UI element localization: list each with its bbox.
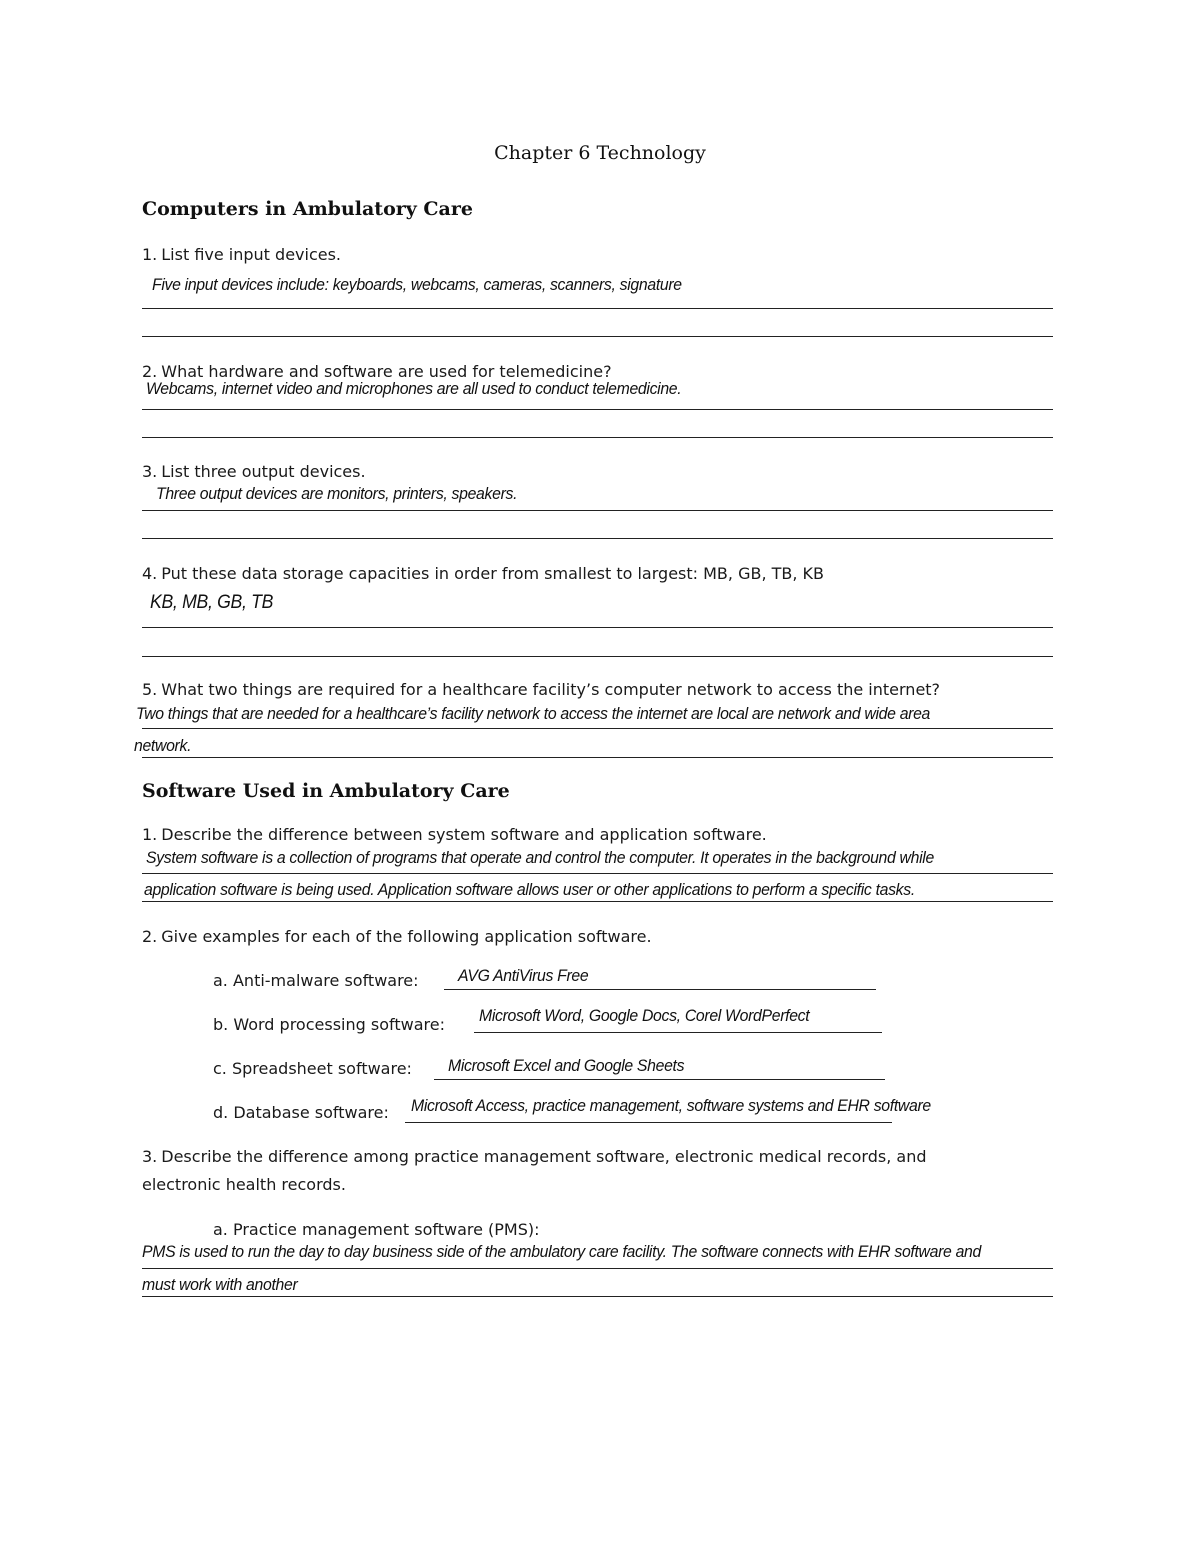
answer-line bbox=[142, 901, 1053, 902]
question-text: Describe the difference among practice management software, electronic medical records, and bbox=[161, 1147, 927, 1166]
answer-software-line-2[interactable]: application software is being used. Application software allows user or other applications to perform a specific tasks. bbox=[144, 880, 915, 899]
question-3-output-devices bbox=[142, 462, 366, 481]
label-anti-malware: a. Anti-malware software: bbox=[213, 971, 419, 990]
answer-line bbox=[142, 437, 1053, 438]
answer-word-processing[interactable]: Microsoft Word, Google Docs, Corel WordPerfect bbox=[479, 1006, 810, 1025]
question-number: 1. bbox=[142, 245, 158, 264]
question-text: Put these data storage capacities in order from smallest to largest: MB, GB, TB, KB bbox=[161, 564, 825, 583]
question-number: 3. bbox=[142, 1147, 158, 1166]
question-number: 3. bbox=[142, 462, 158, 481]
answer-line bbox=[142, 336, 1053, 337]
answer-line bbox=[142, 510, 1053, 511]
question-text: Describe the difference between system software and application software. bbox=[161, 825, 767, 844]
question-number: 4. bbox=[142, 564, 158, 583]
answer-line bbox=[444, 989, 876, 990]
label-database: d. Database software: bbox=[213, 1103, 389, 1122]
answer-line bbox=[142, 627, 1053, 628]
page-title: Chapter 6 Technology bbox=[494, 142, 706, 164]
answer-line bbox=[434, 1079, 885, 1080]
answer-line bbox=[142, 409, 1053, 410]
answer-input-devices[interactable]: Five input devices include: keyboards, webcams, cameras, scanners, signature bbox=[152, 275, 682, 294]
label-word-processing: b. Word processing software: bbox=[213, 1015, 445, 1034]
label-practice-management: a. Practice management software (PMS): bbox=[213, 1220, 540, 1239]
answer-line bbox=[142, 728, 1053, 729]
question-3-differences bbox=[142, 1147, 926, 1166]
question-number: 5. bbox=[142, 680, 158, 699]
answer-software-line-1[interactable]: System software is a collection of programs that operate and control the computer. It operates in the background while bbox=[146, 848, 934, 867]
answer-line bbox=[142, 1296, 1053, 1297]
answer-line bbox=[142, 1268, 1053, 1269]
question-5-network bbox=[142, 680, 940, 699]
answer-network-line-1[interactable]: Two things that are needed for a healthcare’s facility network to access the internet are local are network and wide area bbox=[136, 704, 931, 723]
question-text: What two things are required for a healthcare facility’s computer network to access the internet? bbox=[161, 680, 941, 699]
question-1-system-vs-application bbox=[142, 825, 767, 844]
answer-output-devices[interactable]: Three output devices are monitors, printers, speakers. bbox=[156, 484, 518, 503]
answer-anti-malware[interactable]: AVG AntiVirus Free bbox=[458, 966, 589, 985]
section-heading-computers: Computers in Ambulatory Care bbox=[142, 198, 473, 220]
label-spreadsheet: c. Spreadsheet software: bbox=[213, 1059, 412, 1078]
question-2-examples bbox=[142, 927, 652, 946]
answer-line bbox=[142, 757, 1053, 758]
section-heading-software: Software Used in Ambulatory Care bbox=[142, 780, 510, 802]
question-1-input-devices bbox=[142, 245, 341, 264]
answer-database[interactable]: Microsoft Access, practice management, software systems and EHR software bbox=[411, 1096, 931, 1115]
answer-pms-line-2[interactable]: must work with another bbox=[142, 1275, 298, 1294]
question-4-storage bbox=[142, 564, 824, 583]
question-text: List three output devices. bbox=[161, 462, 366, 481]
question-text: What hardware and software are used for telemedicine? bbox=[161, 362, 612, 381]
answer-line bbox=[142, 308, 1053, 309]
question-3-text-continued: electronic health records. bbox=[142, 1175, 346, 1194]
answer-line bbox=[142, 656, 1053, 657]
answer-line bbox=[142, 873, 1053, 874]
answer-spreadsheet[interactable]: Microsoft Excel and Google Sheets bbox=[448, 1056, 685, 1075]
answer-network-line-2[interactable]: network. bbox=[134, 736, 192, 755]
question-number: 2. bbox=[142, 362, 158, 381]
answer-storage-order[interactable]: KB, MB, GB, TB bbox=[150, 592, 274, 613]
question-number: 2. bbox=[142, 927, 158, 946]
answer-line bbox=[474, 1032, 882, 1033]
question-number: 1. bbox=[142, 825, 158, 844]
answer-pms-line-1[interactable]: PMS is used to run the day to day business side of the ambulatory care facility. The software connects with EHR software and bbox=[142, 1242, 981, 1261]
answer-line bbox=[142, 538, 1053, 539]
answer-telemedicine[interactable]: Webcams, internet video and microphones are all used to conduct telemedicine. bbox=[146, 379, 682, 398]
question-text: List five input devices. bbox=[161, 245, 342, 264]
answer-line bbox=[405, 1122, 892, 1123]
question-text: Give examples for each of the following application software. bbox=[161, 927, 652, 946]
